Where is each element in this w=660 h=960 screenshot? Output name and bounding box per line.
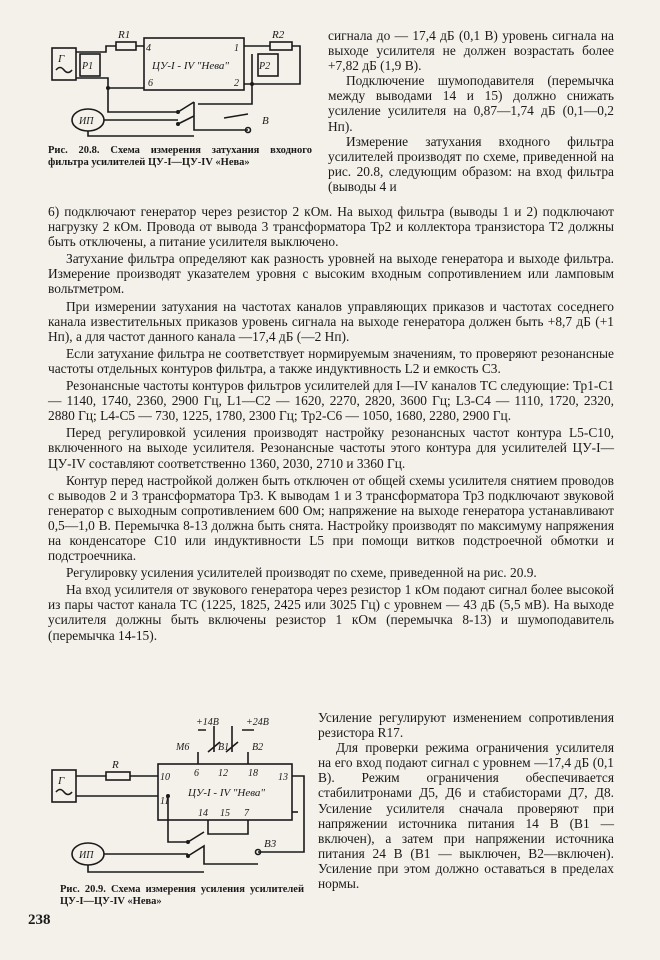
label-pin-6: 6	[148, 78, 153, 89]
circuit-diagram-20-8	[48, 24, 308, 142]
label-generator: Г	[58, 775, 65, 787]
body-text	[48, 204, 614, 645]
paragraph: На вход усилителя от звукового генератора через резистор 1 кОм подают сигнал более высокой из пары частот канала ТС (1225, 1825, 2425 или 3025 Гц) с уровнем — 43 дБ (5,5 мВ). На выходе усилителя должны быть включены резистор 1 кОм (перемычка 8-13) и шумоподавитель (перемычка 14-15).	[48, 582, 614, 643]
figure-20-8	[48, 24, 308, 142]
label-b1: В1	[218, 742, 230, 753]
paragraph: Контур перед настройкой должен быть отключен от общей схемы усилителя снятием проводов с выводов 2 и 3 трансформатора Тр3. К выводам 1 и 3 трансформатора Тр3 подключают звуковой генератор с выходным сопротивлением 600 Ом; напряжение на выходе генератора устанавливают 0,5—1,0 В. Перемычка 8-13 должна быть снята. Настройку производят по максимуму напряжения на конденсаторе С10 или индуктивности L5 при помощи витков подстроечной обмотки и подстроечника.	[48, 472, 614, 564]
label-meter: ИП	[79, 116, 94, 127]
paragraph: При измерении затухания на частотах каналов управляющих приказов и частотах соседнего канала известительных приказов уровень сигнала на выходе генератора должен быть +8,7 дБ (+1 Нп), а для частот данного канала —17,4 дБ (—2 Нп).	[48, 298, 614, 344]
label-pin-15: 15	[220, 808, 230, 819]
label-b: В	[262, 115, 269, 127]
label-r1: R1	[118, 29, 131, 41]
label-m6: М6	[176, 742, 190, 753]
label-amplifier: ЦУ-I - IV "Нева"	[152, 60, 230, 72]
label-p2: P2	[259, 61, 271, 72]
label-pin-13: 13	[278, 772, 288, 783]
label-pin-10: 10	[160, 772, 170, 783]
label-pin-4: 4	[146, 43, 151, 54]
label-amplifier: ЦУ-I - IV "Нева"	[188, 787, 266, 799]
label-meter: ИП	[79, 850, 94, 861]
figure-20-8-caption: Рис. 20.8. Схема измерения затухания входного фильтра усилителей ЦУ-I—ЦУ-IV «Нева»	[48, 145, 312, 168]
paragraph: Регулировку усиления усилителей производят по схеме, приведенной на рис. 20.9.	[66, 565, 537, 581]
label-pin-14: 14	[198, 808, 208, 819]
label-pin-12: 12	[218, 768, 228, 779]
paragraph: Если затухание фильтра не соответствует нормируемым значениям, то проверяют резонансные частоты отдельных контуров фильтра, а также индуктивность L2 и емкость С3.	[48, 345, 614, 376]
label-r: R	[112, 759, 119, 771]
paragraph: 6) подключают генератор через резистор 2 кОм. На выход фильтра (выводы 1 и 2) подключают нагрузку 2 кОм. Провода от вывода 3 трансформатора Тр2 и коллектора транзистора Т2 должны быть отключены, а питание усилителя выключено.	[48, 204, 614, 250]
label-pin-2: 2	[234, 78, 239, 89]
label-plus-24v: +24В	[246, 717, 269, 728]
paragraph: Измерение затухания входного фильтра усилителей производят по схеме, приведенной на рис. 20.8, следующим образом: на вход фильтра (выводы 4 и	[328, 133, 614, 194]
paragraph: Усиление регулируют изменением сопротивления резистора R17.	[318, 710, 614, 741]
label-pin-7: 7	[244, 808, 249, 819]
label-b3: В3	[264, 838, 277, 850]
paragraph: Затухание фильтра определяют как разность уровней на выходе генератора и выходе фильтра. Измерение производят указателем уровня с высоким входным сопротивлением или ламповым вольтметром.	[48, 251, 614, 297]
right-column-bottom	[318, 710, 614, 891]
circuit-diagram-20-9	[48, 712, 308, 882]
paragraph: Для проверки режима ограничения усилителя на его вход подают сигнал с уровнем —17,4 дБ (0,1 В). Режим ограничения обеспечивается стабилитронами Д5, Д6 и стабисторами Д7, Д8. Усиление усилителя сначала проверяют при напряжении источника питания 14 В (В1 — включен), а затем при напряжении источника питания 24 В (В1 — выключен, В2—включен). Усиление при этом должно оставаться в пределах нормы.	[318, 740, 614, 892]
label-plus-14v: +14В	[196, 717, 219, 728]
label-b2: В2	[252, 742, 264, 753]
label-pin-1: 1	[234, 43, 239, 54]
right-column-top	[328, 28, 614, 194]
figure-20-9-caption: Рис. 20.9. Схема измерения усиления усилителей ЦУ-I—ЦУ-IV «Нева»	[60, 884, 304, 907]
figure-20-9	[48, 712, 308, 882]
label-pin-6: 6	[194, 768, 199, 779]
paragraph: сигнала до — 17,4 дБ (0,1 В) уровень сигнала на выходе усилителя не должен возрастать более +7,82 дБ (1,9 В).	[328, 28, 614, 74]
page-number: 238	[28, 912, 51, 928]
label-generator: Г	[58, 53, 65, 65]
label-pin-11: 11	[160, 796, 170, 807]
paragraph: Подключение шумоподавителя (перемычка между выводами 14 и 15) должно снижать усиление усилителя на 0,87—1,74 дБ (0,1—0,2 Нп).	[328, 73, 614, 134]
paragraph: Резонансные частоты контуров фильтров усилителей для I—IV каналов ТС следующие: Тр1-С1 — 1140, 1740, 2360, 2900 Гц, L1—С2 — 1620, 2270, 2820, 3600 Гц; L3-С4 — 1110, 1720, 2320, 2880 Гц; L4-С5 — 730, 1225, 1780, 2300 Гц; Тр2-С6 — 1050, 1680, 2280, 2900 Гц.	[48, 378, 614, 424]
label-r2: R2	[272, 29, 285, 41]
paragraph: Перед регулировкой усиления производят настройку резонансных частот контура L5-С10, включенного на выходе усилителя. Резонансные частоты этого контура для усилителей ЦУ-I—ЦУ-IV составляют соответственно 1360, 2030, 2710 и 3360 Гц.	[48, 425, 614, 471]
label-pin-18: 18	[248, 768, 258, 779]
label-p1: P1	[82, 61, 94, 72]
